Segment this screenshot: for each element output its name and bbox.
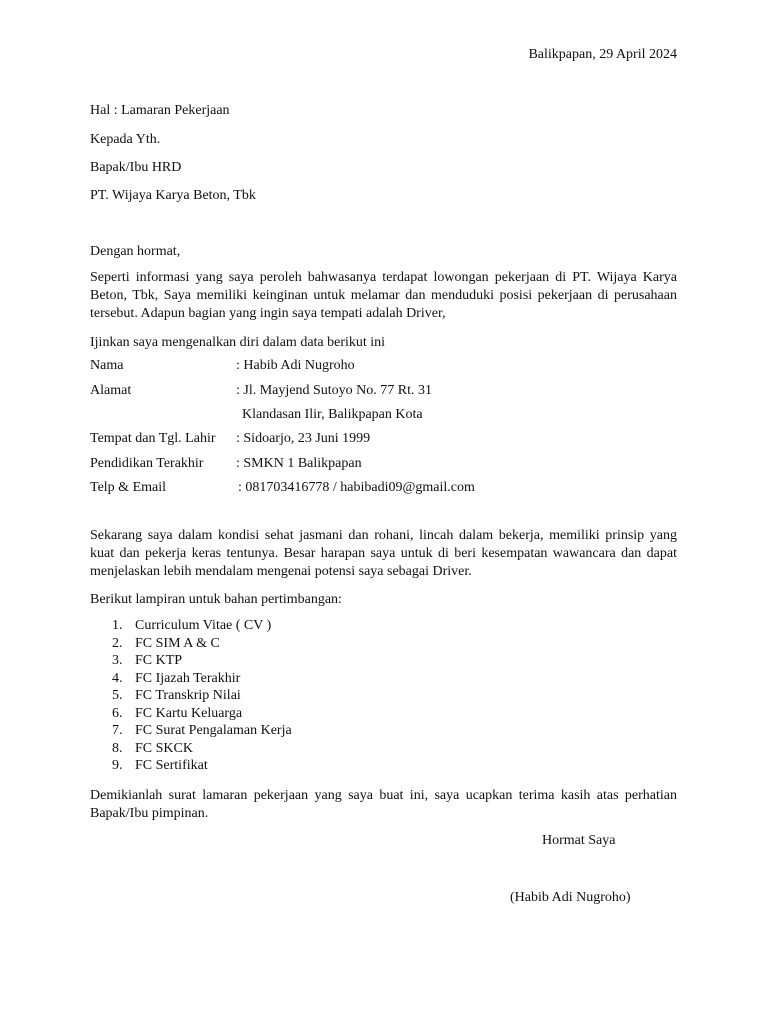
personal-value-education: : SMKN 1 Balikpapan: [236, 456, 362, 471]
recipient-line-1: Kepada Yth.: [90, 132, 161, 147]
recipient-line-3: PT. Wijaya Karya Beton, Tbk: [90, 188, 256, 203]
list-item-number: 1.: [112, 618, 123, 633]
list-item-text: FC Transkrip Nilai: [135, 688, 241, 703]
body-paragraph: Sekarang saya dalam kondisi sehat jasmani dan rohani, lincah dalam bekerja, memiliki prinsip yang kuat dan pekerja keras tentunya. Besar harapan saya untuk di beri kesempatan wawancara dan dapat menjelaskan lebih mendalam mengenai potensi saya sebagai Driver.: [90, 528, 677, 579]
attachments-intro: Berikut lampiran untuk bahan pertimbangan:: [90, 592, 342, 607]
list-item-text: FC Ijazah Terakhir: [135, 670, 241, 686]
closing-paragraph: Demikianlah surat lamaran pekerjaan yang saya buat ini, saya ucapkan terima kasih atas perhatian Bapak/Ibu pimpinan.: [90, 788, 677, 821]
list-item-number: 5.: [112, 688, 123, 703]
intro-paragraph: Seperti informasi yang saya peroleh bahwasanya terdapat lowongan pekerjaan di PT. Wijaya Karya Beton, Tbk, Saya memiliki keinginan untuk melamar dan menduduki posisi pekerjaan di perusahaan tersebut. Adapun bagian yang ingin saya tempati adalah Driver,: [90, 270, 677, 321]
personal-label-birth: Tempat dan Tgl. Lahir: [90, 431, 216, 446]
signature-name: (Habib Adi Nugroho): [510, 890, 631, 905]
list-item-text: FC SIM A & C: [135, 635, 220, 651]
place-date: Balikpapan, 29 April 2024: [528, 47, 677, 62]
personal-label-education: Pendidikan Terakhir: [90, 456, 204, 471]
list-item-text: FC Surat Pengalaman Kerja: [135, 723, 292, 738]
list-item-number: 4.: [112, 670, 123, 686]
list-item-number: 3.: [112, 653, 123, 668]
list-item-text: FC Sertifikat: [135, 758, 208, 773]
list-item-number: 9.: [112, 758, 123, 773]
intro-self-line: Ijinkan saya mengenalkan diri dalam data berikut ini: [90, 335, 386, 350]
salutation: Dengan hormat,: [90, 244, 181, 259]
recipient-line-2: Bapak/Ibu HRD: [90, 160, 182, 175]
personal-label-contact: Telp & Email: [90, 480, 167, 495]
list-item-text: FC SKCK: [135, 740, 193, 756]
personal-value-address: : Jl. Mayjend Sutoyo No. 77 Rt. 31: [236, 383, 433, 398]
personal-value-birth: : Sidoarjo, 23 Juni 1999: [236, 431, 371, 446]
personal-label-address: Alamat: [90, 383, 132, 398]
personal-value-contact: : 081703416778 / habibadi09@gmail.com: [238, 480, 475, 495]
subject-line: Hal : Lamaran Pekerjaan: [90, 103, 230, 118]
personal-value-address-line-2: Klandasan Ilir, Balikpapan Kota: [242, 407, 423, 422]
list-item-text: Curriculum Vitae ( CV ): [135, 618, 272, 633]
list-item-number: 7.: [112, 723, 123, 738]
regards: Hormat Saya: [542, 833, 616, 848]
personal-value-name: : Habib Adi Nugroho: [236, 358, 355, 373]
list-item-number: 2.: [112, 635, 123, 651]
list-item-number: 8.: [112, 740, 123, 756]
list-item-number: 6.: [112, 705, 123, 721]
personal-label-name: Nama: [90, 358, 124, 373]
list-item-text: FC KTP: [135, 653, 183, 668]
list-item-text: FC Kartu Keluarga: [135, 705, 243, 721]
